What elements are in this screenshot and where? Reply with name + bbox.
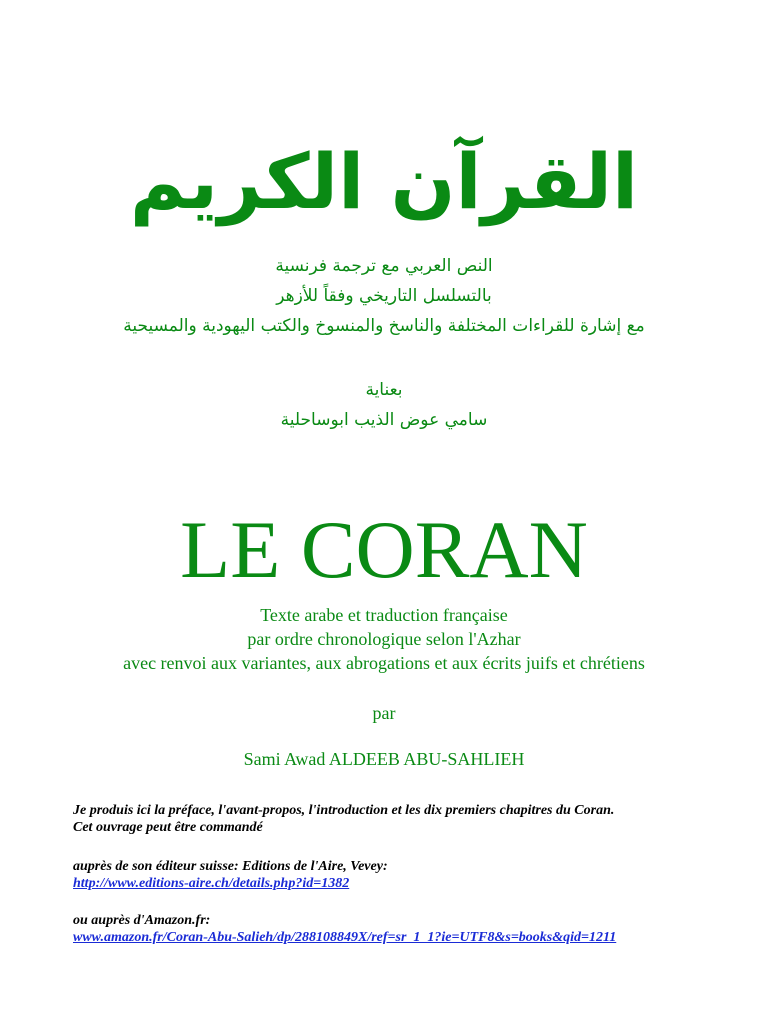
notes-amazon	[73, 912, 713, 946]
notes-intro	[73, 802, 713, 836]
arabic-line-1: النص العربي مع ترجمة فرنسية	[275, 256, 493, 276]
french-subtitle-2: par ordre chronologique selon l'Azhar	[247, 629, 521, 649]
publisher-link[interactable]: http://www.editions-aire.ch/details.php?id=1382	[73, 876, 350, 891]
notes-intro-line-2: Cet ouvrage peut être commandé	[73, 820, 263, 835]
arabic-author: سامي عوض الذيب ابوساحلية	[280, 410, 488, 430]
amazon-link[interactable]: www.amazon.fr/Coran-Abu-Salieh/dp/288108849X/ref=sr_1_1?ie=UTF8&s=books&qid=1211	[73, 930, 617, 945]
publisher-text: auprès de son éditeur suisse: Editions de l'Aire, Vevey:	[73, 859, 388, 874]
arabic-title: القرآن الكريم	[129, 137, 639, 226]
arabic-line-2: بالتسلسل التاريخي وفقاً للأزهر	[276, 286, 492, 306]
french-title: LE CORAN	[180, 504, 588, 595]
french-subtitle-3: avec renvoi aux variantes, aux abrogations et aux écrits juifs et chrétiens	[123, 653, 645, 673]
french-by: par	[372, 703, 396, 723]
arabic-by: بعناية	[365, 380, 403, 400]
amazon-text: ou auprès d'Amazon.fr:	[73, 913, 211, 928]
french-subtitle-1: Texte arabe et traduction française	[260, 605, 508, 625]
french-author: Sami Awad ALDEEB ABU-SAHLIEH	[243, 749, 525, 769]
notes-publisher	[73, 858, 713, 892]
arabic-line-3: مع إشارة للقراءات المختلفة والناسخ والمنسوخ والكتب اليهودية والمسيحية	[123, 316, 645, 336]
notes-intro-line-1: Je produis ici la préface, l'avant-propos, l'introduction et les dix premiers chapitres du Coran.	[73, 803, 615, 818]
